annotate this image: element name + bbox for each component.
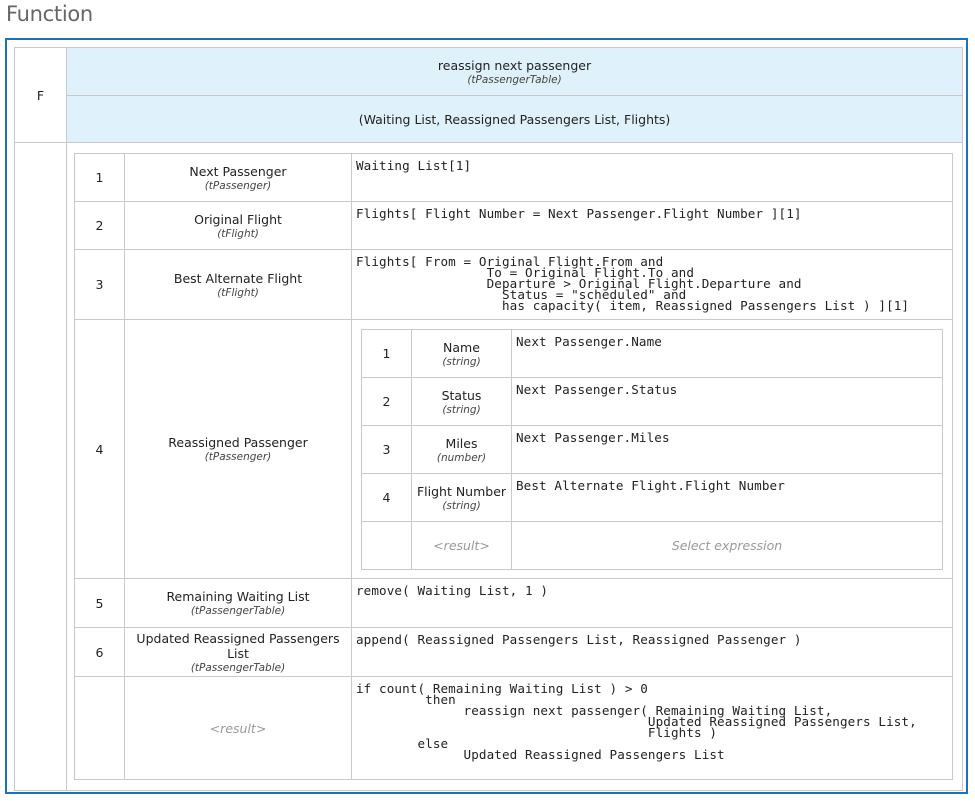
inner-result-label: <result> (411, 521, 512, 570)
function-type: (tPassengerTable) (467, 73, 562, 86)
inner-number-1: 1 (361, 329, 412, 378)
inner-expression-1[interactable]: Next Passenger.Name (511, 329, 943, 378)
result-expression[interactable]: if count( Remaining Waiting List ) > 0 then reassign next passenger( Remaining Waiting List, Updated Reassigned Passengers List, Flights ) else Updated Reassigned Passengers List (351, 676, 953, 780)
function-editor (5, 38, 968, 794)
inner-variable-4[interactable]: Flight Number (string) (411, 473, 512, 522)
entry-variable-1[interactable]: Next Passenger (tPassenger) (124, 153, 352, 202)
body-gutter (14, 142, 67, 791)
result-label: <result> (124, 676, 352, 780)
inner-number-2: 2 (361, 377, 412, 426)
function-params-cell[interactable] (66, 95, 963, 143)
page-title: Function (6, 2, 93, 26)
entry-variable-3[interactable]: Best Alternate Flight (tFlight) (124, 249, 352, 320)
entry-number-2: 2 (74, 201, 125, 250)
entry-expression-5[interactable]: remove( Waiting List, 1 ) (351, 578, 953, 628)
inner-number-3: 3 (361, 425, 412, 474)
entry-variable-5[interactable]: Remaining Waiting List (tPassengerTable) (124, 578, 352, 628)
inner-number-4: 4 (361, 473, 412, 522)
inner-expression-4[interactable]: Best Alternate Flight.Flight Number (511, 473, 943, 522)
entry-number-1: 1 (74, 153, 125, 202)
entry-number-3: 3 (74, 249, 125, 320)
entry-variable-6[interactable]: Updated Reassigned Passengers List (tPassengerTable) (124, 627, 352, 677)
entry-number-6: 6 (74, 627, 125, 677)
inner-variable-2[interactable]: Status (string) (411, 377, 512, 426)
entry-number-5: 5 (74, 578, 125, 628)
inner-result-select-expression[interactable]: Select expression (511, 521, 943, 570)
inner-expression-2[interactable]: Next Passenger.Status (511, 377, 943, 426)
entry-variable-4[interactable]: Reassigned Passenger (tPassenger) (124, 319, 352, 579)
inner-result-number (361, 521, 412, 570)
function-kind-label: F (36, 87, 45, 103)
entry-variable-2[interactable]: Original Flight (tFlight) (124, 201, 352, 250)
function-name: reassign next passenger (437, 57, 592, 73)
result-number (74, 676, 125, 780)
entry-expression-3[interactable]: Flights[ From = Original Flight.From and To = Original Flight.To and Departure > Original Flight.Departure and Status = "scheduled" and has capacity( item, Reassigned Passengers List ) ][1] (351, 249, 953, 320)
entry-number-4: 4 (74, 319, 125, 579)
inner-expression-3[interactable]: Next Passenger.Miles (511, 425, 943, 474)
inner-variable-1[interactable]: Name (string) (411, 329, 512, 378)
function-name-cell[interactable] (66, 47, 963, 96)
function-kind-cell[interactable] (14, 47, 67, 143)
entry-expression-2[interactable]: Flights[ Flight Number = Next Passenger.Flight Number ][1] (351, 201, 953, 250)
entry-expression-1[interactable]: Waiting List[1] (351, 153, 953, 202)
entry-expression-6[interactable]: append( Reassigned Passengers List, Reassigned Passenger ) (351, 627, 953, 677)
inner-variable-3[interactable]: Miles (number) (411, 425, 512, 474)
function-params: (Waiting List, Reassigned Passengers List, Flights) (358, 111, 671, 127)
